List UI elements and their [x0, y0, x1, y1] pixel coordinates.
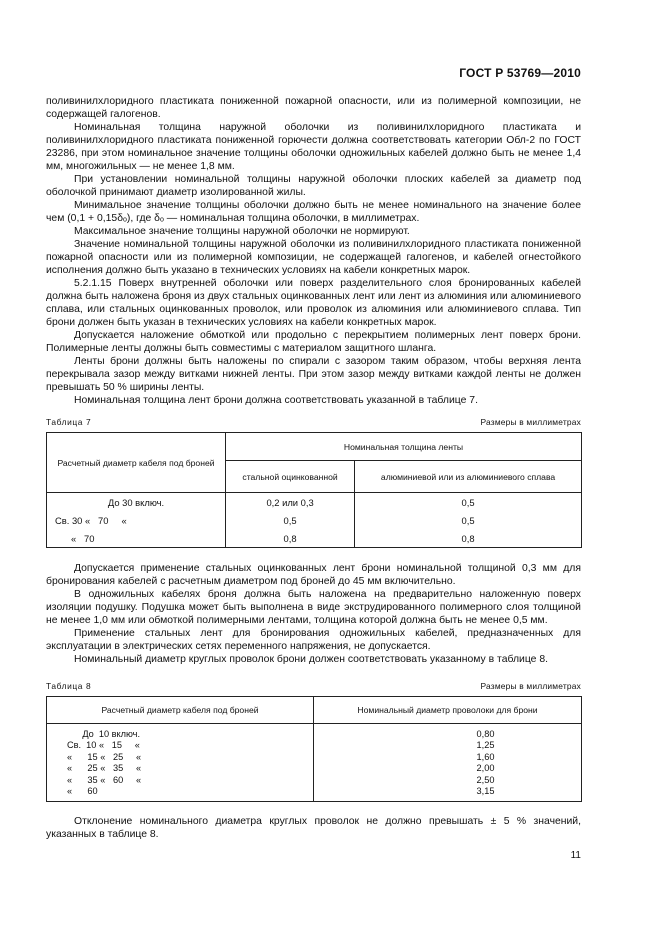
table8-cell-value: 0,80 — [314, 724, 582, 740]
table8-cell-label: « 60 — [47, 786, 314, 802]
paragraph: В одножильных кабелях броня должна быть наложена на предварительно наложенную поверх изоляции подушку. Подушка может быть выполнена в виде экструдированного полимерного слоя толщиной не менее 1,0 мм или обмоткой полимерными лентами, толщина которой должна быть не менее 0,5 мм. — [46, 589, 581, 626]
paragraph: Номинальный диаметр круглых проволок брони должен соответствовать указанному в таблице 8. — [74, 654, 548, 665]
text-block-1 — [46, 95, 581, 407]
table-row — [47, 724, 582, 740]
table-row — [47, 529, 582, 548]
table8-cell-label: « 35 « 60 « — [47, 774, 314, 786]
table8-col2-header: Номинальный диаметр проволоки для брони — [314, 697, 582, 724]
page-number: 11 — [570, 850, 581, 861]
paragraph: Отклонение номинального диаметра круглых проволок не должно превышать ± 5 % значений, указанных в таблице 8. — [46, 816, 581, 840]
table8-cell-value: 3,15 — [314, 786, 582, 802]
table-7 — [46, 432, 582, 548]
table7-cell-steel: 0,5 — [226, 511, 355, 529]
table7-subheader-alu: алюминиевой или из алюминиевого сплава — [355, 461, 582, 493]
table7-cell-alu: 0,8 — [355, 529, 582, 548]
table-row — [47, 786, 582, 802]
paragraph: Ленты брони должны быть наложены по спирали с зазором таким образом, чтобы верхняя лента перекрывала зазор между витками нижней ленты. При этом зазор между витками каждой ленты не должен превышать 50 % ширины ленты. — [46, 356, 581, 393]
table-row — [47, 763, 582, 775]
paragraph: Применение стальных лент для бронирования одножильных кабелей, предназначенных для эксплуатации в электрических сетях переменного напряжения, не допускается. — [46, 628, 581, 652]
table8-cell-label: Св. 10 « 15 « — [47, 740, 314, 752]
paragraph: Допускается наложение обмоткой или продольно с перекрытием полимерных лент поверх брони. Полимерные ленты должны быть совместимы с материалом защитного шланга. — [46, 330, 581, 354]
table-row — [47, 774, 582, 786]
table7-cell-steel: 0,8 — [226, 529, 355, 548]
table8-cell-value: 1,60 — [314, 751, 582, 763]
table7-cell-label: Св. 30 « 70 « — [47, 511, 226, 529]
paragraph: Минимальное значение толщины оболочки должно быть не менее номинального на значение более чем (0,1 + 0,15δₒ), где δₒ — номинальная толщина оболочки, в миллиметрах. — [46, 200, 581, 224]
table-row — [47, 511, 582, 529]
table7-group-header: Номинальная толщина ленты — [226, 433, 582, 461]
document-header: ГОСТ Р 53769—2010 — [459, 66, 581, 80]
table8-cell-value: 1,25 — [314, 740, 582, 752]
table-row — [47, 493, 582, 512]
table8-cell-label: До 10 включ. — [47, 724, 314, 740]
table8-cell-value: 2,50 — [314, 774, 582, 786]
paragraph: Номинальная толщина наружной оболочки из поливинилхлоридного пластиката и поливинилхлоридного пластиката пониженной горючести должна соответствовать категории Обл-2 по ГОСТ 23286, при этом номинальное значение толщины оболочки одножильных кабелей должно быть не менее 1,4 мм, многожильных — не менее 1,8 мм. — [46, 122, 581, 172]
paragraph: Допускается применение стальных оцинкованных лент брони номинальной толщиной 0,3 мм для бронирования кабелей с расчетным диаметром под броней до 45 мм включительно. — [46, 563, 581, 587]
table8-col1-header: Расчетный диаметр кабеля под броней — [47, 697, 314, 724]
table8-cell-value: 2,00 — [314, 763, 582, 775]
table-8 — [46, 696, 582, 802]
table8-units: Размеры в миллиметрах — [480, 681, 581, 691]
text-block-3 — [46, 815, 581, 841]
table8-cell-label: « 15 « 25 « — [47, 751, 314, 763]
paragraph: поливинилхлоридного пластиката пониженной пожарной опасности, или из полимерной композиции, не содержащей галогенов. — [46, 96, 581, 120]
table7-cell-label: « 70 — [47, 529, 226, 548]
paragraph: Номинальная толщина лент брони должна соответствовать указанной в таблице 7. — [74, 395, 478, 406]
table8-caption: Таблица 8 — [46, 681, 92, 691]
paragraph: Значение номинальной толщины наружной оболочки из поливинилхлоридного пластиката пониженной пожарной опасности или из полимерной композиции, не содержащей галогенов, и кабелей огнестойкого исполнения должно быть указано в технических условиях на кабели конкретных марок. — [46, 239, 581, 276]
table7-units: Размеры в миллиметрах — [480, 417, 581, 427]
text-block-2 — [46, 562, 581, 666]
table-row — [47, 740, 582, 752]
table7-cell-alu: 0,5 — [355, 511, 582, 529]
table7-caption: Таблица 7 — [46, 417, 92, 427]
table7-cell-steel: 0,2 или 0,3 — [226, 493, 355, 512]
table7-cell-alu: 0,5 — [355, 493, 582, 512]
table7-subheader-steel: стальной оцинкованной — [226, 461, 355, 493]
table7-cell-label: До 30 включ. — [47, 493, 226, 512]
paragraph: 5.2.1.15 Поверх внутренней оболочки или поверх разделительного слоя бронированных кабелей должна быть наложена броня из двух стальных оцинкованных лент или лент из алюминия или алюминиевого сплава, или стальных оцинкованных проволок, или проволок из алюминия или алюминиевого сплава. Тип брони должен быть указан в технических условиях на кабели конкретных марок. — [46, 278, 581, 328]
table8-cell-label: « 25 « 35 « — [47, 763, 314, 775]
table-row — [47, 751, 582, 763]
paragraph: При установлении номинальной толщины наружной оболочки плоских кабелей за диаметр под оболочкой принимают диаметр изолированной жилы. — [46, 174, 581, 198]
paragraph: Максимальное значение толщины наружной оболочки не нормируют. — [74, 226, 410, 237]
table7-col1-header: Расчетный диаметр кабеля под броней — [47, 433, 226, 493]
